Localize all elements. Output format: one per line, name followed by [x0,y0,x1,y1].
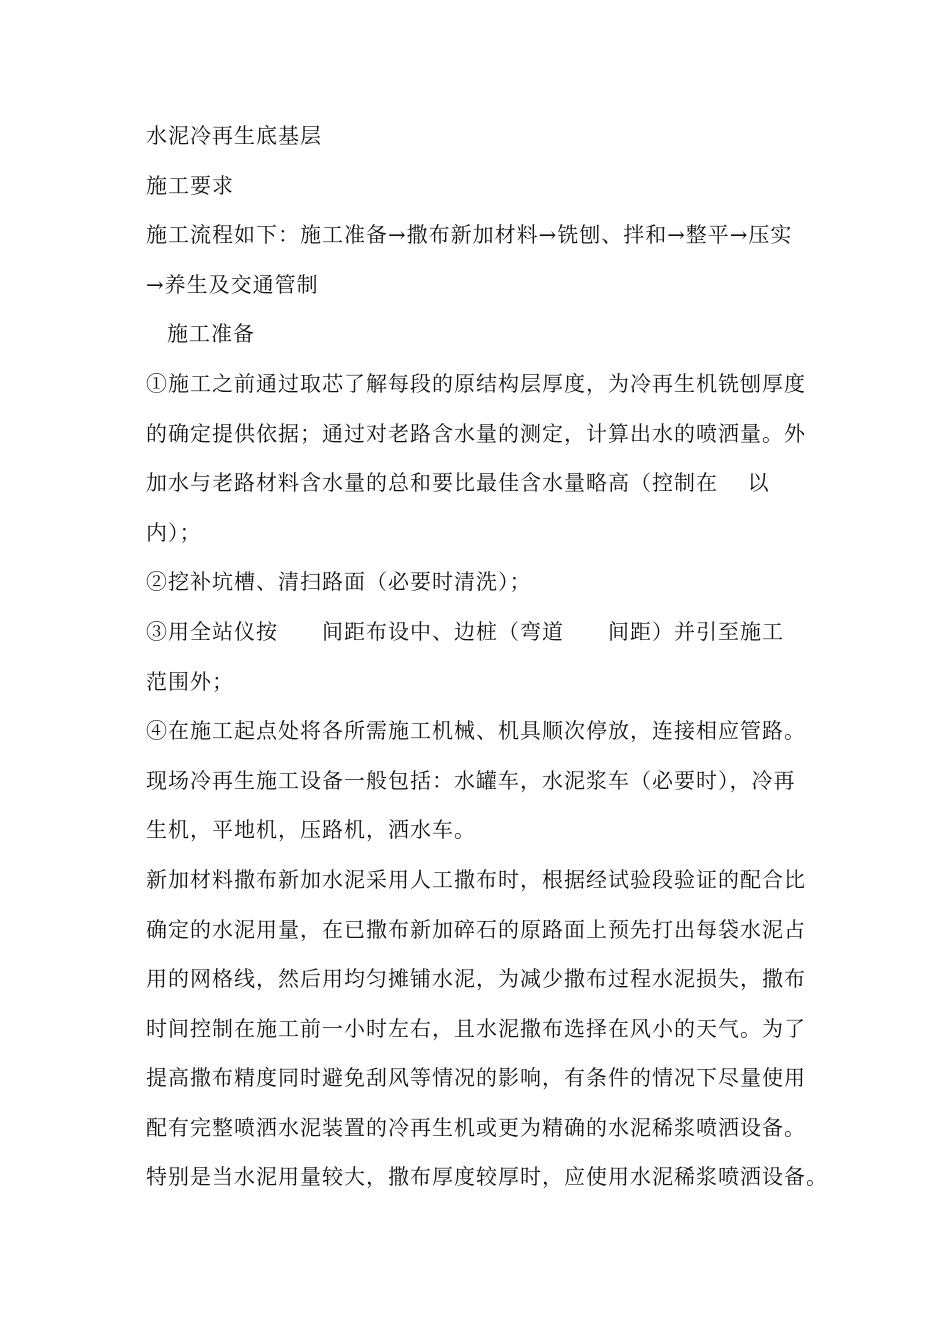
paragraph-line: ①施工之前通过取芯了解每段的原结构层厚度，为冷再生机铣刨厚度 [146,371,806,396]
paragraph-line: 现场冷再生施工设备一般包括：水罐车，水泥浆车（必要时），冷再 [146,768,796,793]
document-body [146,112,828,1203]
section-heading: 施工要求 [146,173,234,198]
paragraph-line: 时间控制在施工前一小时左右，且水泥撒布选择在风小的天气。为了 [146,1016,806,1041]
paragraph-line: ④在施工起点处将各所需施工机械、机具顺次停放，连接相应管路。 [146,719,806,744]
paragraph-line: 配有完整喷洒水泥装置的冷再生机或更为精确的水泥稀浆喷洒设备。 [146,1115,806,1140]
paragraph-line: 范围外； [146,669,234,694]
paragraph-line: 确定的水泥用量，在已撒布新加碎石的原路面上预先打出每袋水泥占 [146,917,806,942]
paragraph-line: 用的网格线，然后用均匀摊铺水泥，为减少撒布过程水泥损失，撒布 [146,967,806,992]
paragraph-line: ③用全站仪按 间距布设中、边桩（弯道 间距）并引至施工 [146,619,784,644]
paragraph-line: 特别是当水泥用量较大，撒布厚度较厚时，应使用水泥稀浆喷洒设备。 [146,1165,828,1190]
paragraph-line: →养生及交通管制 [146,272,319,297]
paragraph-line: 加水与老路材料含水量的总和要比最佳含水量略高（控制在 以 [146,471,770,496]
paragraph-line: 内）； [146,520,202,545]
subsection-heading: 施工准备 [167,322,255,347]
paragraph-line: 提高撒布精度同时避免刮风等情况的影响，有条件的情况下尽量使用 [146,1066,806,1091]
paragraph-line: 新加材料撒布新加水泥采用人工撒布时，根据经试验段验证的配合比 [146,867,806,892]
document-title: 水泥冷再生底基层 [146,124,322,148]
paragraph-line: 生机，平地机，压路机，洒水车。 [146,818,476,843]
paragraph-line: ②挖补坑槽、清扫路面（必要时清洗）； [146,570,532,595]
paragraph-line: 施工流程如下：施工准备→撒布新加材料→铣刨、拌和→整平→压实 [146,223,793,248]
paragraph-line: 的确定提供依据；通过对老路含水量的测定，计算出水的喷洒量。外 [146,421,806,446]
